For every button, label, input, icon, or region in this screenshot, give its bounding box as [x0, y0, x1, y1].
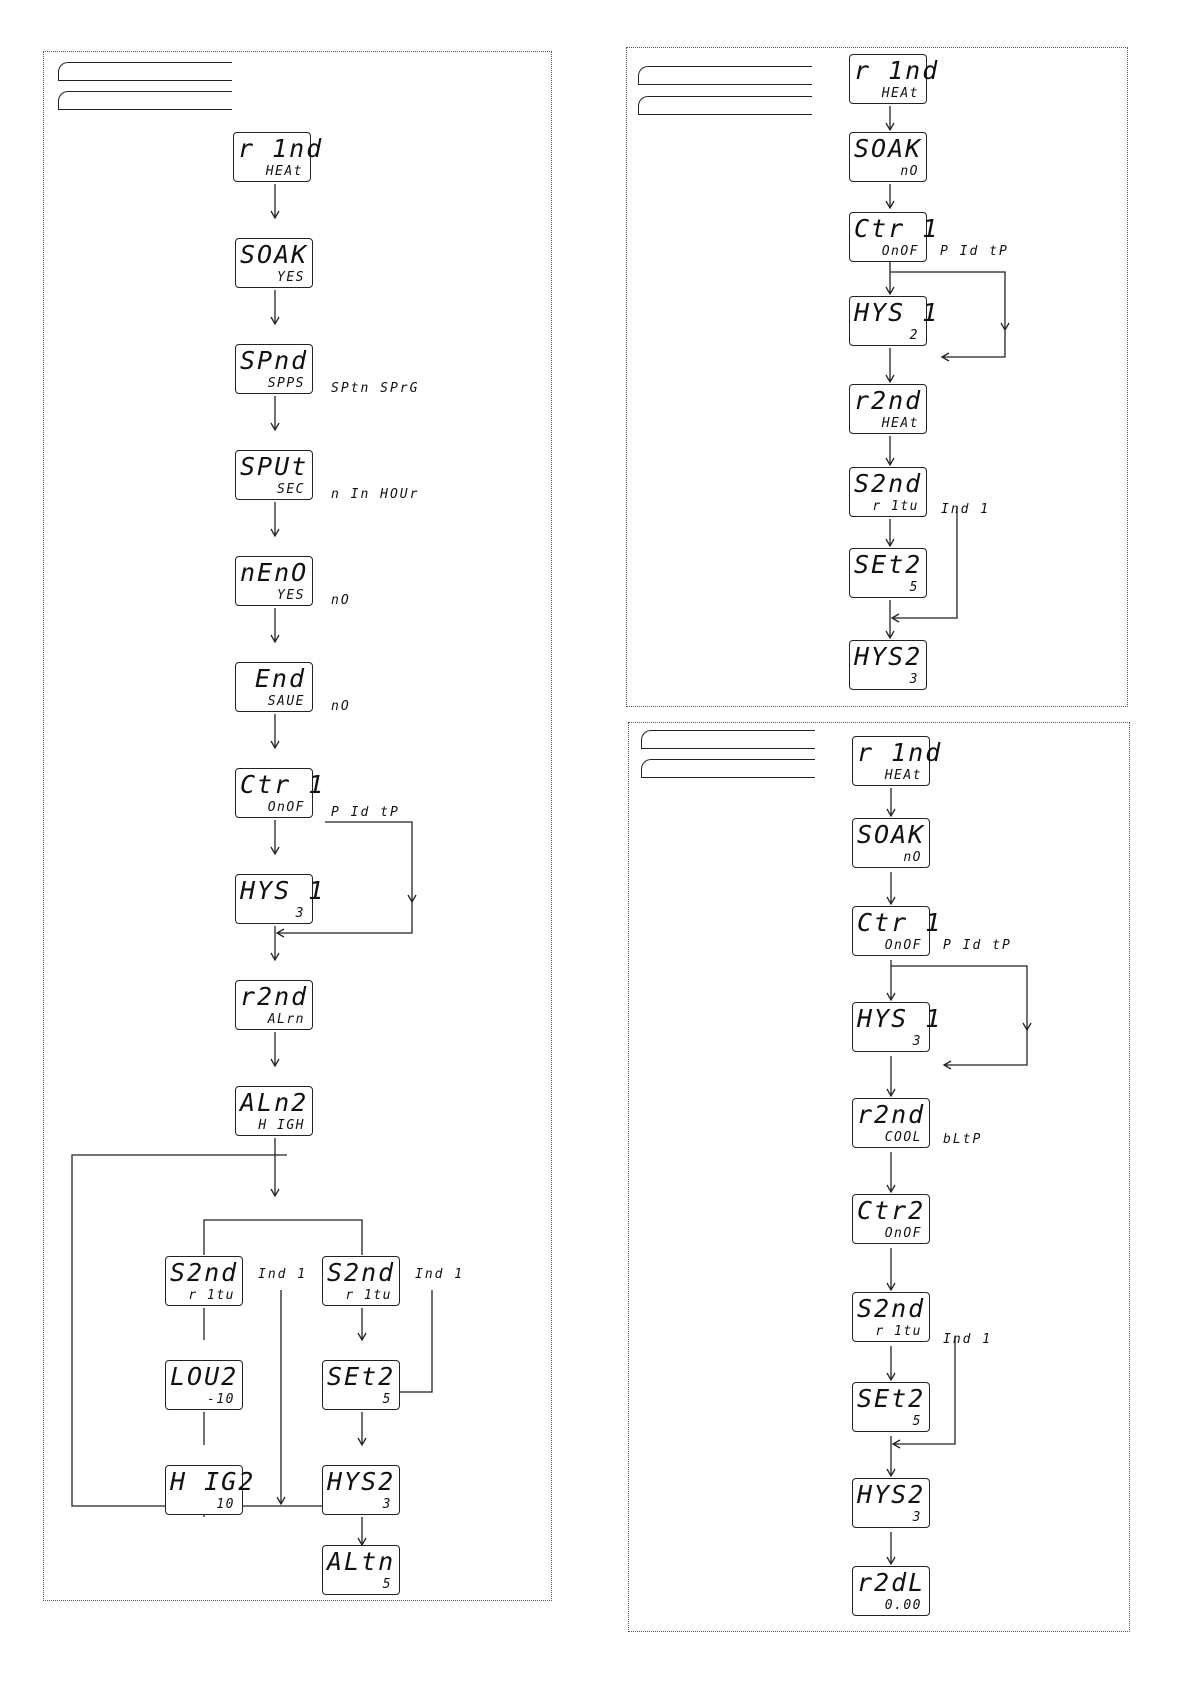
lcd-param: SEt2: [327, 1362, 396, 1391]
lcd-param: HYS2: [854, 642, 923, 671]
lcd-param: S2nd: [327, 1258, 396, 1287]
lcd-param: r 1nd: [238, 134, 324, 163]
lcd-value: r 1tu: [875, 1324, 922, 1339]
option-label: Ind 1: [941, 502, 991, 517]
option-label: nO: [331, 699, 351, 714]
panel-bottom-right-tab-1: [641, 730, 815, 749]
lcd-node: [852, 1002, 943, 1052]
lcd-value: OnOF: [884, 1226, 922, 1241]
lcd-node: [235, 662, 313, 712]
panel-top-right-tab-2: [638, 96, 812, 115]
lcd-node: [852, 1194, 930, 1244]
lcd-value: SPPS: [267, 376, 305, 391]
lcd-param: SEt2: [854, 550, 923, 579]
lcd-param: nEnO: [240, 558, 309, 587]
lcd-param: HYS 1: [857, 1004, 943, 1033]
lcd-param: SEt2: [857, 1384, 926, 1413]
lcd-param: r2dL: [857, 1568, 926, 1597]
lcd-value: SAUE: [267, 694, 305, 709]
lcd-node: [165, 1360, 243, 1410]
lcd-node: [233, 132, 324, 182]
lcd-value: nO: [900, 164, 919, 179]
lcd-value: HEAt: [265, 164, 303, 179]
lcd-node: [322, 1465, 400, 1515]
lcd-value: 3: [295, 906, 305, 921]
lcd-param: LOU2: [170, 1362, 239, 1391]
lcd-param: End: [254, 664, 306, 693]
lcd-value: -10: [207, 1392, 235, 1407]
lcd-value: H IGH: [258, 1118, 305, 1133]
lcd-node: [235, 238, 313, 288]
lcd-value: YES: [277, 270, 305, 285]
option-label: P Id tP: [943, 938, 1012, 953]
option-label: Ind 1: [258, 1267, 308, 1282]
lcd-node: [852, 736, 943, 786]
lcd-value: OnOF: [267, 800, 305, 815]
lcd-node: [849, 548, 927, 598]
lcd-node: [849, 132, 927, 182]
lcd-param: ALtn: [327, 1547, 396, 1576]
lcd-param: Ctr2: [857, 1196, 926, 1225]
lcd-param: Ctr 1: [240, 770, 326, 799]
lcd-value: 10: [216, 1497, 235, 1512]
lcd-node: [165, 1256, 243, 1306]
panel-left-tab-2: [58, 91, 232, 110]
lcd-value: YES: [277, 588, 305, 603]
lcd-param: S2nd: [854, 469, 923, 498]
lcd-value: r 1tu: [188, 1288, 235, 1303]
lcd-node: [852, 906, 943, 956]
lcd-value: HEAt: [884, 768, 922, 783]
lcd-node: [849, 384, 927, 434]
lcd-param: HYS 1: [240, 876, 326, 905]
lcd-value: 5: [382, 1392, 392, 1407]
lcd-node: [849, 54, 940, 104]
lcd-param: SOAK: [857, 820, 926, 849]
lcd-node: [235, 980, 313, 1030]
lcd-node: [235, 450, 313, 500]
lcd-value: COOL: [884, 1130, 922, 1145]
lcd-value: HEAt: [881, 416, 919, 431]
lcd-node: [322, 1545, 400, 1595]
lcd-param: ALn2: [240, 1088, 309, 1117]
lcd-value: 3: [912, 1510, 922, 1525]
lcd-param: Ctr 1: [857, 908, 943, 937]
lcd-value: OnOF: [881, 244, 919, 259]
lcd-value: 5: [382, 1577, 392, 1592]
option-label: P Id tP: [940, 244, 1009, 259]
lcd-value: 5: [912, 1414, 922, 1429]
lcd-param: SPUt: [240, 452, 309, 481]
lcd-node: [852, 1382, 930, 1432]
lcd-param: SOAK: [854, 134, 923, 163]
lcd-value: 3: [909, 672, 919, 687]
option-label: Ind 1: [943, 1332, 993, 1347]
lcd-node: [322, 1360, 400, 1410]
lcd-node: [849, 640, 927, 690]
lcd-param: H IG2: [170, 1467, 256, 1496]
lcd-param: r 1nd: [854, 56, 940, 85]
lcd-value: OnOF: [884, 938, 922, 953]
lcd-node: [235, 768, 326, 818]
lcd-node: [849, 467, 927, 517]
lcd-value: 0.00: [884, 1598, 922, 1613]
lcd-value: ALrn: [267, 1012, 305, 1027]
lcd-node: [849, 212, 940, 262]
lcd-param: Ctr 1: [854, 214, 940, 243]
lcd-node: [852, 1478, 930, 1528]
lcd-node: [852, 818, 930, 868]
option-label: nO: [331, 593, 351, 608]
lcd-value: 3: [382, 1497, 392, 1512]
lcd-value: 5: [909, 580, 919, 595]
lcd-value: 3: [912, 1034, 922, 1049]
option-label: bLtP: [943, 1132, 983, 1147]
lcd-value: r 1tu: [345, 1288, 392, 1303]
panel-top-right-tab-1: [638, 66, 812, 85]
lcd-value: 2: [909, 328, 919, 343]
lcd-param: r2nd: [240, 982, 309, 1011]
lcd-node: [852, 1098, 930, 1148]
lcd-param: HYS2: [327, 1467, 396, 1496]
lcd-node: [235, 344, 313, 394]
lcd-value: nO: [903, 850, 922, 865]
lcd-node: [235, 874, 326, 924]
lcd-param: SPnd: [240, 346, 309, 375]
lcd-param: S2nd: [170, 1258, 239, 1287]
option-label: SPtn SPrG: [331, 381, 420, 396]
lcd-node: [849, 296, 940, 346]
lcd-node: [852, 1566, 930, 1616]
lcd-node: [165, 1465, 256, 1515]
lcd-param: S2nd: [857, 1294, 926, 1323]
lcd-node: [235, 1086, 313, 1136]
lcd-param: r2nd: [857, 1100, 926, 1129]
lcd-value: HEAt: [881, 86, 919, 101]
lcd-node: [235, 556, 313, 606]
lcd-param: SOAK: [240, 240, 309, 269]
panel-bottom-right-tab-2: [641, 759, 815, 778]
lcd-param: r 1nd: [857, 738, 943, 767]
lcd-value: SEC: [277, 482, 305, 497]
option-label: Ind 1: [415, 1267, 465, 1282]
lcd-node: [852, 1292, 930, 1342]
lcd-param: HYS 1: [854, 298, 940, 327]
panel-left-tab-1: [58, 62, 232, 81]
option-label: n In HOUr: [331, 487, 420, 502]
lcd-value: r 1tu: [872, 499, 919, 514]
option-label: P Id tP: [331, 805, 400, 820]
lcd-param: HYS2: [857, 1480, 926, 1509]
lcd-param: r2nd: [854, 386, 923, 415]
lcd-node: [322, 1256, 400, 1306]
